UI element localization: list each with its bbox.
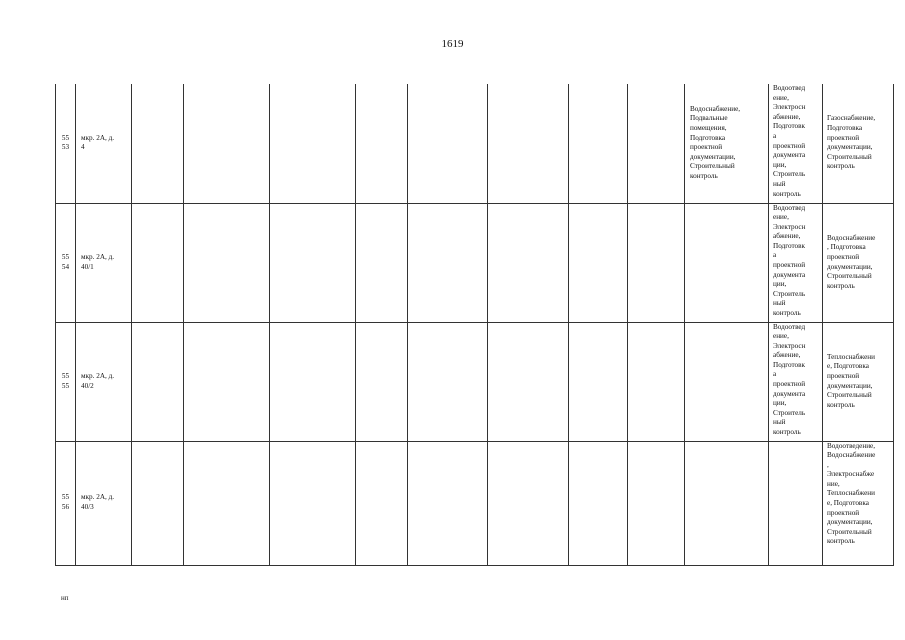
empty-cell xyxy=(270,203,356,322)
empty-cell xyxy=(628,441,685,565)
empty-cell xyxy=(488,84,569,203)
empty-cell xyxy=(569,84,628,203)
empty-cell xyxy=(132,441,184,565)
empty-cell xyxy=(408,84,488,203)
works-cell: Водоснабжение , Подготовка проектной документации, Строительный контроль xyxy=(823,203,894,322)
empty-cell xyxy=(184,441,270,565)
empty-cell xyxy=(356,441,408,565)
table-row xyxy=(56,84,894,203)
works-cell xyxy=(685,203,769,322)
works-cell: Теплоснабжени е, Подготовка проектной документации, Строительный контроль xyxy=(823,322,894,441)
works-cell: Водоотвед ение, Электросн абжение, Подготовк а проектной документа ции, Строитель ный контроль xyxy=(769,203,823,322)
empty-cell xyxy=(488,322,569,441)
works-cell: Водоотвед ение, Электросн абжение, Подготовк а проектной документа ции, Строитель ный контроль xyxy=(769,84,823,203)
address-cell: мкр. 2А, д. 40/2 xyxy=(76,322,132,441)
works-cell: Газоснабжение, Подготовка проектной документации, Строительный контроль xyxy=(823,84,894,203)
empty-cell xyxy=(270,441,356,565)
empty-cell xyxy=(132,84,184,203)
works-cell: Водоотведение, Водоснабжение , Электроснабже ние, Теплоснабжени е, Подготовка проектной документации, Строительный контроль xyxy=(823,441,894,565)
empty-cell xyxy=(569,203,628,322)
address-cell: мкр. 2А, д. 40/3 xyxy=(76,441,132,565)
page-number: 1619 xyxy=(441,38,464,50)
empty-cell xyxy=(132,322,184,441)
row-number-cell: 55 55 xyxy=(56,322,76,441)
empty-cell xyxy=(569,322,628,441)
works-cell: Водоснабжение, Подвальные помещения, Подготовка проектной документации, Строительный контроль xyxy=(685,84,769,203)
empty-cell xyxy=(628,203,685,322)
address-cell: мкр. 2А, д. 40/1 xyxy=(76,203,132,322)
empty-cell xyxy=(184,84,270,203)
empty-cell xyxy=(132,203,184,322)
row-number-cell: 55 54 xyxy=(56,203,76,322)
empty-cell xyxy=(184,322,270,441)
empty-cell xyxy=(408,322,488,441)
empty-cell xyxy=(270,84,356,203)
empty-cell xyxy=(488,441,569,565)
empty-cell xyxy=(569,441,628,565)
empty-cell xyxy=(408,441,488,565)
data-table xyxy=(55,84,894,566)
address-cell: мкр. 2А, д. 4 xyxy=(76,84,132,203)
works-cell: Водоотвед ение, Электросн абжение, Подготовк а проектной документа ции, Строитель ный контроль xyxy=(769,322,823,441)
table-row xyxy=(56,441,894,565)
empty-cell xyxy=(356,322,408,441)
table-row xyxy=(56,322,894,441)
footer-mark: нп xyxy=(61,594,69,602)
empty-cell xyxy=(408,203,488,322)
empty-cell xyxy=(356,203,408,322)
empty-cell xyxy=(356,84,408,203)
row-number-cell: 55 56 xyxy=(56,441,76,565)
empty-cell xyxy=(270,322,356,441)
works-cell xyxy=(685,322,769,441)
table-row xyxy=(56,203,894,322)
empty-cell xyxy=(628,322,685,441)
empty-cell xyxy=(184,203,270,322)
empty-cell xyxy=(628,84,685,203)
empty-cell xyxy=(488,203,569,322)
row-number-cell: 55 53 xyxy=(56,84,76,203)
works-cell xyxy=(685,441,769,565)
works-cell xyxy=(769,441,823,565)
